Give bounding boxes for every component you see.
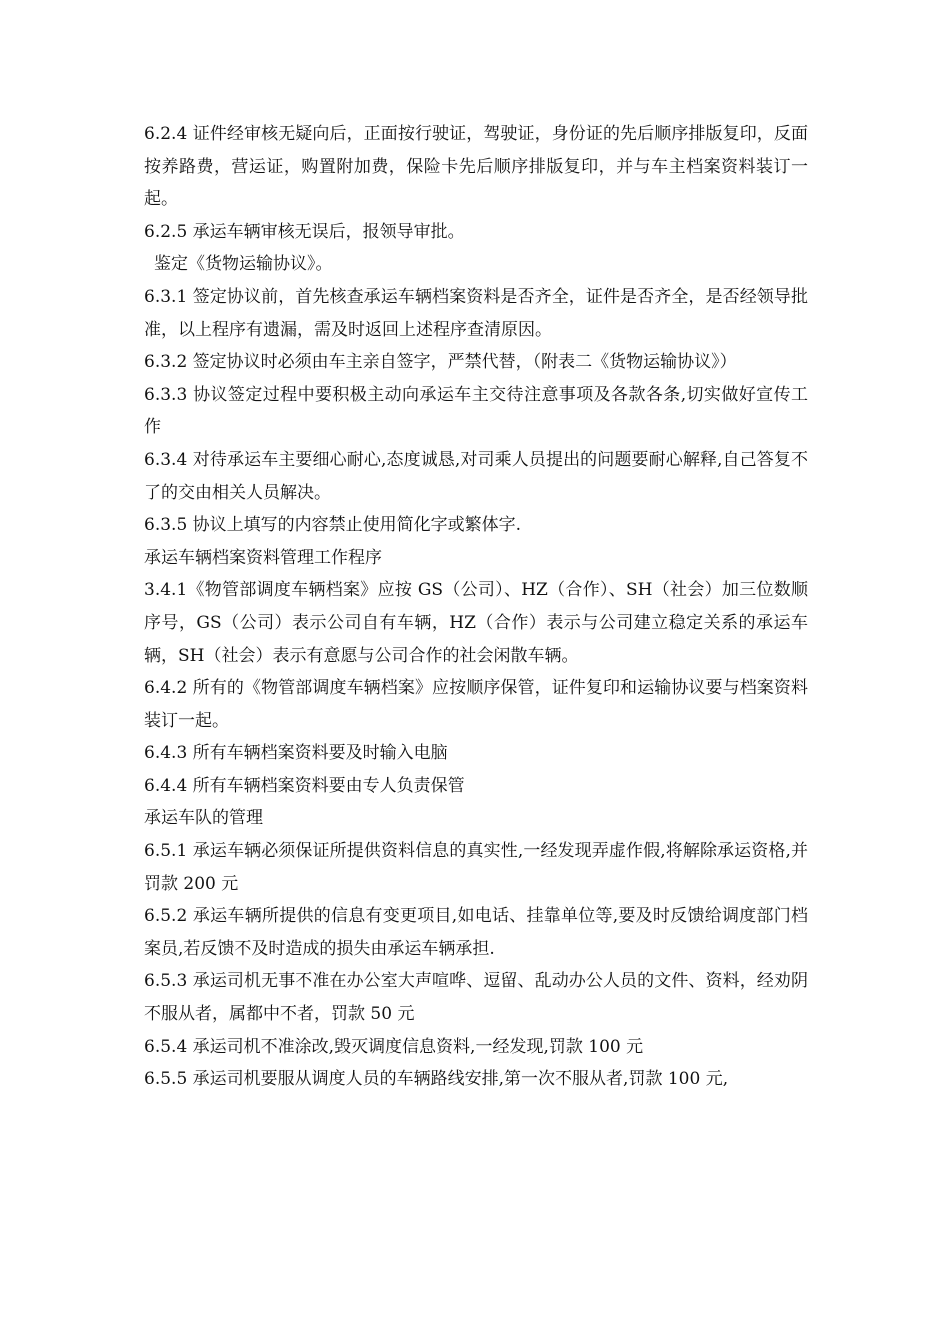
paragraph-6-5-3: 6.5.3 承运司机无事不准在办公室大声喧哗、逗留、乱动办公人员的文件、资料，经劝阴不服从者，属都中不者，罚款 50 元 <box>144 971 808 1025</box>
paragraph-6-3-5: 6.3.5 协议上填写的内容禁止使用简化字或繁体字. <box>144 515 522 536</box>
section-heading-agreement: 鉴定《货物运输协议》。 <box>154 254 333 275</box>
paragraph-6-2-4: 6.2.4 证件经审核无疑向后，正面按行驶证，驾驶证，身份证的先后顺序排版复印，反面按养路费，营运证，购置附加费，保险卡先后顺序排版复印，并与车主档案资料装订一起。 <box>144 124 808 210</box>
paragraph-6-5-1: 6.5.1 承运车辆必须保证所提供资料信息的真实性,一经发现弄虚作假,将解除承运资格,并罚款 200 元 <box>144 841 808 894</box>
paragraph-6-3-3: 6.3.3 协议签定过程中要积极主动向承运车主交待注意事项及各款各条,切实做好宣传工作 <box>144 384 808 438</box>
paragraph-6-5-2: 6.5.2 承运车辆所提供的信息有变更项目,如电话、挂靠单位等,要及时反馈给调度部门档案员,若反馈不及时造成的损失由承运车辆承担. <box>144 906 808 959</box>
paragraph-6-5-4: 6.5.4 承运司机不准涂改,毁灭调度信息资料,一经发现,罚款 100 元 <box>144 1036 644 1057</box>
paragraph-6-5-5: 6.5.5 承运司机要服从调度人员的车辆路线安排,第一次不服从者,罚款 100 元, <box>144 1069 729 1090</box>
paragraph-6-3-1: 6.3.1 签定协议前，首先核查承运车辆档案资料是否齐全，证件是否齐全，是否经领导批准，以上程序有遗漏，需及时返回上述程序查清原因。 <box>144 286 808 340</box>
paragraph-6-4-2: 6.4.2 所有的《物管部调度车辆档案》应按顺序保管，证件复印和运输协议要与档案资料装订一起。 <box>144 678 808 731</box>
paragraph-6-3-2: 6.3.2 签定协议时必须由车主亲自签字，严禁代替，（附表二《货物运输协议》） <box>144 352 737 373</box>
section-heading-fleet-management: 承运车队的管理 <box>144 808 263 829</box>
paragraph-6-3-4: 6.3.4 对待承运车主要细心耐心,态度诚恳,对司乘人员提出的问题要耐心解释,自己答复不了的交由相关人员解决。 <box>144 449 808 503</box>
paragraph-3-4-1: 3.4.1《物管部调度车辆档案》应按 GS（公司）、HZ（合作）、SH（社会）加三位数顺序号，GS（公司）表示公司自有车辆，HZ（合作）表示与公司建立稳定关系的承运车辆，SH（社会）表示有意愿与公司合作的社会闲散车辆。 <box>144 580 808 666</box>
paragraph-6-4-3: 6.4.3 所有车辆档案资料要及时输入电脑 <box>144 743 448 764</box>
paragraph-6-2-5: 6.2.5 承运车辆审核无误后，报领导审批。 <box>144 221 465 242</box>
section-heading-archive-management: 承运车辆档案资料管理工作程序 <box>144 547 382 568</box>
document-body <box>144 118 808 1096</box>
paragraph-6-4-4: 6.4.4 所有车辆档案资料要由专人负责保管 <box>144 775 465 796</box>
